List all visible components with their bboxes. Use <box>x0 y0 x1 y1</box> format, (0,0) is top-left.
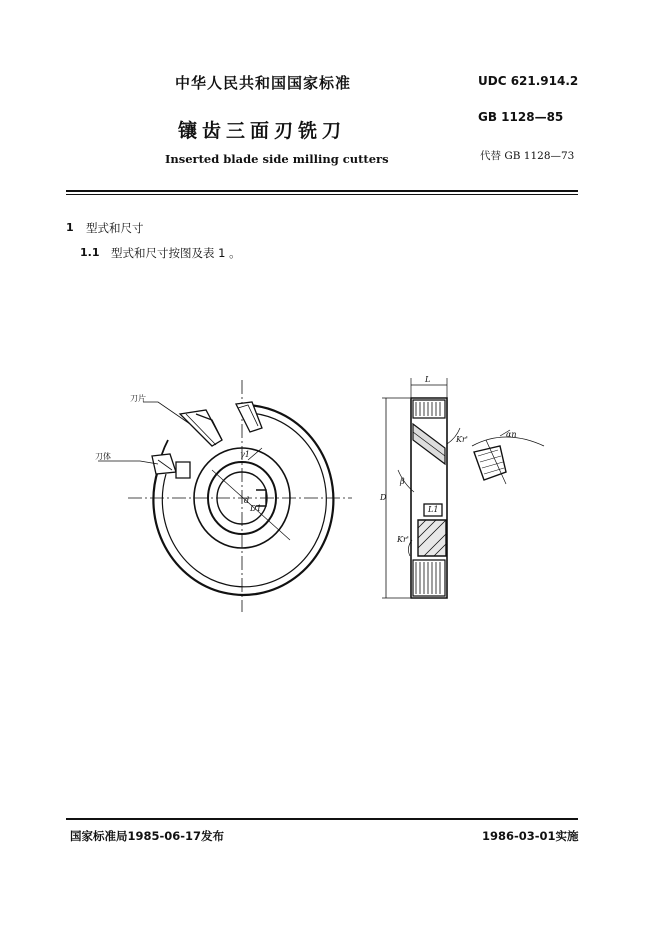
label-blade: 刀片 <box>130 394 146 403</box>
gb-number: GB 1128—85 <box>478 110 564 124</box>
blade-left <box>152 454 190 478</box>
title-english: Inserted blade side milling cutters <box>165 152 389 166</box>
label-body: 刀体 <box>95 452 111 461</box>
blade-upper <box>180 402 262 446</box>
footer-rule <box>66 818 578 820</box>
label-D1: D1 <box>250 504 262 513</box>
section-1-title: 型式和尺寸 <box>86 221 144 235</box>
section-1-number: 1 <box>66 221 74 234</box>
label-alpha: αn <box>506 430 517 439</box>
side-view <box>382 378 460 598</box>
label-kr-upper: Kr' <box>456 435 468 444</box>
issue-date: 国家标准局1985-06-17发布 <box>70 829 225 843</box>
section-1-1-text: 型式和尺寸按图及表 1 。 <box>111 246 241 260</box>
section-1-1-number: 1.1 <box>80 246 100 259</box>
udc-code: UDC 621.914.2 <box>478 74 579 88</box>
label-L1: L1 <box>428 505 439 514</box>
label-d: d <box>244 496 250 505</box>
front-view <box>128 380 352 612</box>
body-leader <box>98 461 158 464</box>
label-beta: β <box>400 477 405 486</box>
label-D: D <box>380 493 387 502</box>
effective-date: 1986-03-01实施 <box>482 829 579 843</box>
replaces-note: 代替 GB 1128—73 <box>480 150 575 162</box>
title-chinese: 镶齿三面刃铣刀 <box>178 120 347 142</box>
label-kr-lower: Kr' <box>397 535 409 544</box>
standard-name: 中华人民共和国国家标准 <box>175 74 352 92</box>
label-L: L <box>425 375 431 384</box>
label-gamma: γ1 <box>240 450 250 459</box>
